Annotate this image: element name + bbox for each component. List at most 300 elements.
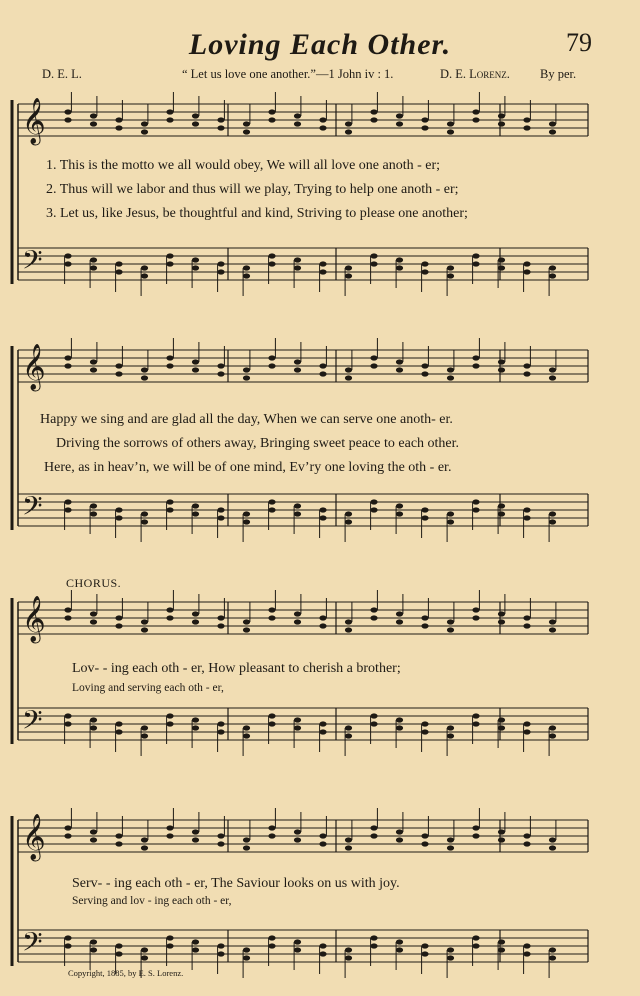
note-head [498,257,505,262]
note-head [141,265,148,270]
note-head [472,109,479,114]
note-head [396,511,403,516]
note-head [319,363,326,368]
note-head [370,607,377,612]
note-head [90,257,97,262]
note-head [421,371,428,376]
note-head [498,829,505,834]
note-head [421,117,428,122]
note-head [243,273,250,278]
note-head [370,615,377,620]
note-head [319,507,326,512]
note-head [64,355,71,360]
note-head [166,607,173,612]
note-head [294,717,301,722]
chorus-line-1-alt: Loving and serving each oth - er, [72,682,224,694]
note-head [268,943,275,948]
note-head [370,713,377,718]
note-head [319,269,326,274]
note-head [345,955,352,960]
note-head [217,951,224,956]
note-head [115,951,122,956]
note-head [345,725,352,730]
note-head [549,519,556,524]
note-head [370,721,377,726]
note-head [64,825,71,830]
note-head [166,825,173,830]
note-head [268,935,275,940]
note-head [64,363,71,368]
note-head [472,117,479,122]
note-head [64,253,71,258]
note-head [319,117,326,122]
note-head [166,253,173,258]
note-head [523,729,530,734]
note-head [268,109,275,114]
note-head [421,951,428,956]
note-head [192,611,199,616]
note-head [192,257,199,262]
note-head [370,507,377,512]
note-head [90,367,97,372]
note-head [268,615,275,620]
note-head [217,371,224,376]
note-head [217,729,224,734]
note-head [523,951,530,956]
note-head [115,117,122,122]
note-head [523,363,530,368]
note-head [141,375,148,380]
note-head [370,355,377,360]
note-head [64,499,71,504]
note-head [345,519,352,524]
note-head [166,117,173,122]
note-head [421,261,428,266]
chorus-heading: CHORUS. [66,576,122,590]
note-head [472,261,479,266]
note-head [498,503,505,508]
note-head [421,833,428,838]
note-head [396,619,403,624]
note-head [243,121,250,126]
note-head [90,939,97,944]
note-head [472,935,479,940]
note-head [243,845,250,850]
note-head [166,721,173,726]
note-head [472,943,479,948]
note-head [192,837,199,842]
note-head [243,627,250,632]
note-head [396,717,403,722]
note-head [64,713,71,718]
note-head [345,273,352,278]
note-head [319,623,326,628]
note-head [523,261,530,266]
bass-clef: 𝄢 [22,244,43,282]
note-head [523,721,530,726]
note-head [243,955,250,960]
note-head [243,725,250,730]
note-head [115,623,122,628]
note-head [472,721,479,726]
note-head [472,355,479,360]
note-head [90,837,97,842]
note-head [166,833,173,838]
note-head [217,269,224,274]
note-head [447,955,454,960]
note-head [294,503,301,508]
note-head [141,511,148,516]
note-head [319,261,326,266]
note-head [115,269,122,274]
note-head [64,261,71,266]
note-head [217,943,224,948]
note-head [447,265,454,270]
note-head [523,615,530,620]
note-head [498,367,505,372]
note-head [243,367,250,372]
note-head [192,503,199,508]
note-head [370,109,377,114]
note-head [294,829,301,834]
note-head [192,725,199,730]
note-head [294,121,301,126]
note-head [447,619,454,624]
note-head [141,619,148,624]
note-head [141,367,148,372]
note-head [549,129,556,134]
note-head [370,935,377,940]
note-head [421,623,428,628]
note-head [447,845,454,850]
note-head [396,725,403,730]
note-head [421,729,428,734]
note-head [192,359,199,364]
note-head [345,733,352,738]
note-head [396,121,403,126]
note-head [549,367,556,372]
note-head [90,611,97,616]
note-head [192,511,199,516]
note-head [549,837,556,842]
note-head [498,611,505,616]
note-head [421,515,428,520]
note-head [217,615,224,620]
note-head [549,725,556,730]
note-head [370,943,377,948]
treble-clef: 𝄞 [22,814,46,860]
note-head [166,507,173,512]
note-head [166,109,173,114]
note-head [523,117,530,122]
note-head [396,265,403,270]
note-head [268,363,275,368]
note-head [217,507,224,512]
page-number: 79 [566,28,592,57]
note-head [115,721,122,726]
note-head [498,113,505,118]
note-head [243,733,250,738]
note-head [472,499,479,504]
note-head [447,129,454,134]
note-head [498,837,505,842]
note-head [370,261,377,266]
note-head [64,935,71,940]
note-head [192,265,199,270]
scripture-reference: “ Let us love one another.”—1 John iv : 1. [182,67,394,81]
note-head [141,129,148,134]
note-head [549,733,556,738]
note-head [447,837,454,842]
note-head [166,943,173,948]
note-head [166,355,173,360]
note-head [90,121,97,126]
note-head [90,265,97,270]
note-head [243,375,250,380]
note-head [268,833,275,838]
note-head [64,507,71,512]
copyright-notice: Copyright, 1885, by E. S. Lorenz. [68,968,184,978]
note-head [90,829,97,834]
note-head [115,833,122,838]
note-head [141,121,148,126]
note-head [447,519,454,524]
chorus-line-2: Serv- - ing each oth - er, The Saviour looks on us with joy. [72,876,400,891]
note-head [294,511,301,516]
note-head [421,269,428,274]
note-head [217,721,224,726]
note-head [192,367,199,372]
note-head [319,721,326,726]
note-head [192,939,199,944]
note-head [370,363,377,368]
note-head [447,627,454,632]
note-head [90,725,97,730]
note-head [115,125,122,130]
note-head [115,943,122,948]
note-head [345,265,352,270]
note-head [192,829,199,834]
note-head [345,375,352,380]
note-head [217,515,224,520]
note-head [90,947,97,952]
note-head [549,375,556,380]
note-head [370,499,377,504]
note-head [523,623,530,628]
note-head [115,841,122,846]
note-head [141,725,148,730]
note-head [294,113,301,118]
verse-2-line-2: Driving the sorrows of others away, Bringing sweet peace to each other. [56,436,460,451]
note-head [115,371,122,376]
note-head [549,955,556,960]
treble-clef: 𝄞 [22,596,46,642]
note-head [115,515,122,520]
note-head [319,841,326,846]
note-head [447,367,454,372]
note-head [370,117,377,122]
note-head [217,261,224,266]
note-head [396,257,403,262]
note-head [319,515,326,520]
note-head [294,265,301,270]
note-head [396,829,403,834]
note-head [396,837,403,842]
note-head [447,947,454,952]
note-head [498,359,505,364]
note-head [549,273,556,278]
note-head [141,837,148,842]
note-head [421,721,428,726]
note-head [166,499,173,504]
note-head [396,503,403,508]
note-head [243,619,250,624]
note-head [294,947,301,952]
note-head [294,619,301,624]
note-head [345,511,352,516]
verse-1-line-1: 1. This is the motto we all would obey, We will all love one anoth - er; [46,158,441,173]
bass-clef: 𝄢 [22,926,43,964]
note-head [243,837,250,842]
note-head [472,713,479,718]
note-head [523,833,530,838]
note-head [243,265,250,270]
note-head [472,615,479,620]
note-head [294,359,301,364]
note-head [141,947,148,952]
note-head [115,615,122,620]
note-head [217,363,224,368]
note-head [166,713,173,718]
note-head [268,721,275,726]
note-head [294,837,301,842]
note-head [268,713,275,718]
note-head [447,375,454,380]
note-head [268,355,275,360]
note-head [421,615,428,620]
verse-2-line-1: 2. Thus will we labor and thus will we play, Trying to help one anoth - er; [46,182,459,197]
note-head [447,273,454,278]
note-head [345,947,352,952]
note-head [90,717,97,722]
chorus-line-1: Lov- - ing each oth - er, How pleasant to cherish a brother; [72,661,401,676]
note-head [64,109,71,114]
note-head [523,371,530,376]
note-head [472,507,479,512]
note-head [498,121,505,126]
note-head [141,733,148,738]
author-initials: D. E. L. [42,67,82,81]
note-head [90,511,97,516]
note-head [64,607,71,612]
note-head [90,503,97,508]
note-head [498,619,505,624]
note-head [115,729,122,734]
note-head [549,265,556,270]
treble-clef: 𝄞 [22,344,46,390]
verse-3-line-2: Here, as in heav’n, we will be of one mind, Ev’ry one loving the oth - er. [44,460,452,475]
note-head [217,841,224,846]
note-head [192,947,199,952]
note-head [268,825,275,830]
note-head [217,125,224,130]
note-head [319,729,326,734]
note-head [549,511,556,516]
note-head [421,943,428,948]
note-head [243,947,250,952]
note-head [421,125,428,130]
note-head [523,507,530,512]
verse-3-line-1: 3. Let us, like Jesus, be thoughtful and kind, Striving to please one another; [46,206,468,221]
note-head [421,841,428,846]
note-head [294,257,301,262]
note-head [268,499,275,504]
note-head [319,833,326,838]
note-head [141,845,148,850]
note-head [472,253,479,258]
note-head [549,619,556,624]
note-head [319,371,326,376]
note-head [141,955,148,960]
note-head [345,845,352,850]
note-head [90,359,97,364]
note-head [345,627,352,632]
note-head [472,363,479,368]
bass-clef: 𝄢 [22,704,43,742]
note-head [472,825,479,830]
note-head [64,117,71,122]
note-head [319,615,326,620]
note-head [498,265,505,270]
note-head [472,607,479,612]
note-head [192,113,199,118]
note-head [549,947,556,952]
note-head [396,359,403,364]
note-head [396,367,403,372]
chorus-line-2-alt: Serving and lov - ing each oth - er, [72,895,232,907]
verse-1-line-2: Happy we sing and are glad all the day, When we can serve one anoth- er. [40,412,453,427]
note-head [498,511,505,516]
note-head [319,943,326,948]
note-head [268,253,275,258]
note-head [549,845,556,850]
note-head [217,117,224,122]
treble-clef: 𝄞 [22,98,46,144]
note-head [166,615,173,620]
hymn-title: Loving Each Other. [188,28,452,61]
note-head [396,939,403,944]
note-head [217,833,224,838]
note-head [115,363,122,368]
note-head [498,939,505,944]
note-head [472,833,479,838]
note-head [345,837,352,842]
note-head [268,117,275,122]
note-head [421,507,428,512]
note-head [294,367,301,372]
note-head [141,519,148,524]
note-head [447,121,454,126]
note-head [498,725,505,730]
note-head [217,623,224,628]
note-head [166,935,173,940]
note-head [396,113,403,118]
note-head [268,507,275,512]
note-head [243,511,250,516]
note-head [192,619,199,624]
note-head [115,507,122,512]
note-head [447,733,454,738]
